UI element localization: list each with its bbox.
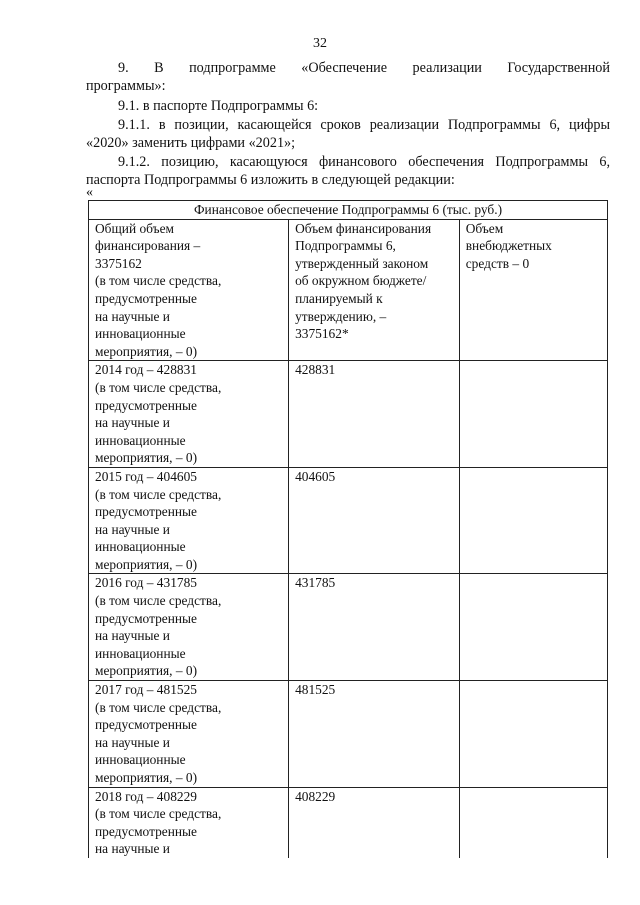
- budget-value-cell: 408229: [289, 787, 460, 858]
- cell-line: на научные и: [95, 308, 170, 324]
- cell-line: на научные и: [95, 521, 170, 537]
- extrabudget-value-cell: [459, 467, 607, 574]
- cell-line: на научные и: [95, 734, 170, 750]
- paragraph-9-line-1: 9. В подпрограмме «Обеспечение реализации Государственной: [118, 60, 610, 76]
- paragraph-9-1-1-line-2: «2020» заменить цифрами «2021»;: [86, 135, 296, 151]
- budget-value-cell: 431785: [289, 574, 460, 681]
- extrabudget-value-cell: [459, 681, 607, 788]
- extrabudget-value-cell: [459, 361, 607, 468]
- cell-line: средств – 0: [465, 255, 530, 271]
- cell-line: предусмотренные: [95, 823, 197, 839]
- cell-line: об окружном бюджете/: [295, 273, 427, 289]
- cell-line: на научные и: [95, 841, 170, 857]
- cell-line: предусмотренные: [95, 290, 197, 306]
- year-cell: [89, 467, 289, 574]
- cell-line: 2018 год – 408229: [95, 788, 197, 804]
- year-cell: [89, 361, 289, 468]
- paragraph-9-line-2: программы»:: [86, 78, 166, 94]
- financing-table: [88, 200, 608, 858]
- table-row: [89, 574, 608, 681]
- cell-line: (в том числе средства,: [95, 699, 222, 715]
- cell-line: инновационные: [95, 432, 186, 448]
- cell-line: инновационные: [95, 645, 186, 661]
- paragraph-9-1-2-line-1: 9.1.2. позицию, касающуюся финансового обеспечения Подпрограммы 6,: [118, 154, 610, 170]
- cell-line: (в том числе средства,: [95, 379, 222, 395]
- cell-line: Объем финансирования: [295, 220, 432, 236]
- cell-line: 2016 год – 431785: [95, 575, 197, 591]
- cell-line: Объем: [465, 220, 504, 236]
- cell-line: 2017 год – 481525: [95, 682, 197, 698]
- cell-line: утвержденный законом: [295, 255, 429, 271]
- table-header-row: [89, 219, 608, 361]
- cell-line: (в том числе средства,: [95, 593, 222, 609]
- cell-line: 3375162*: [295, 326, 349, 342]
- extrabudget-value-cell: [459, 787, 607, 858]
- cell-line: предусмотренные: [95, 397, 197, 413]
- table-row: [89, 681, 608, 788]
- cell-line: инновационные: [95, 539, 186, 555]
- cell-line: Подпрограммы 6,: [295, 238, 396, 254]
- cell-line: 2015 год – 404605: [95, 468, 197, 484]
- table-title: Финансовое обеспечение Подпрограммы 6 (тыс. руб.): [89, 201, 608, 220]
- cell-line: Общий объем: [95, 220, 174, 236]
- extrabudget-value-cell: [459, 574, 607, 681]
- budget-value-cell: 428831: [289, 361, 460, 468]
- cell-line: мероприятия, – 0): [95, 343, 198, 359]
- year-cell: [89, 787, 289, 858]
- year-cell: [89, 681, 289, 788]
- paragraph-9-1: 9.1. в паспорте Подпрограммы 6:: [118, 98, 319, 114]
- cell-line: (в том числе средства,: [95, 273, 222, 289]
- table-title-row: [89, 201, 608, 220]
- cell-line: финансирования –: [95, 238, 201, 254]
- cell-line: внебюджетных: [465, 238, 552, 254]
- cell-line: инновационные: [95, 326, 186, 342]
- paragraph-9-1-2-line-2: паспорта Подпрограммы 6 изложить в следующей редакции:: [86, 172, 455, 188]
- cell-line: 3375162: [95, 255, 142, 271]
- cell-line: (в том числе средства,: [95, 806, 222, 822]
- cell-line: предусмотренные: [95, 610, 197, 626]
- budget-value-cell: 481525: [289, 681, 460, 788]
- opening-quote: «: [86, 185, 93, 200]
- header-budget-financing: [289, 219, 460, 361]
- cell-line: (в том числе средства,: [95, 486, 222, 502]
- cell-line: на научные и: [95, 415, 170, 431]
- cell-line: утверждению, –: [295, 308, 387, 324]
- year-cell: [89, 574, 289, 681]
- paragraph-9-1-1-line-1: 9.1.1. в позиции, касающейся сроков реализации Подпрограммы 6, цифры: [118, 117, 610, 133]
- cell-line: мероприятия, – 0): [95, 450, 198, 466]
- cell-line: на научные и: [95, 628, 170, 644]
- page-number: 32: [313, 36, 327, 51]
- cell-line: 2014 год – 428831: [95, 362, 197, 378]
- cell-line: предусмотренные: [95, 504, 197, 520]
- header-extrabudgetary: [459, 219, 607, 361]
- table-row: [89, 787, 608, 858]
- table-row: [89, 467, 608, 574]
- cell-line: предусмотренные: [95, 717, 197, 733]
- cell-line: мероприятия, – 0): [95, 556, 198, 572]
- budget-value-cell: 404605: [289, 467, 460, 574]
- cell-line: инновационные: [95, 752, 186, 768]
- cell-line: мероприятия, – 0): [95, 770, 198, 785]
- cell-line: мероприятия, – 0): [95, 663, 198, 679]
- table-row: [89, 361, 608, 468]
- header-total-financing: [89, 219, 289, 361]
- cell-line: планируемый к: [295, 290, 383, 306]
